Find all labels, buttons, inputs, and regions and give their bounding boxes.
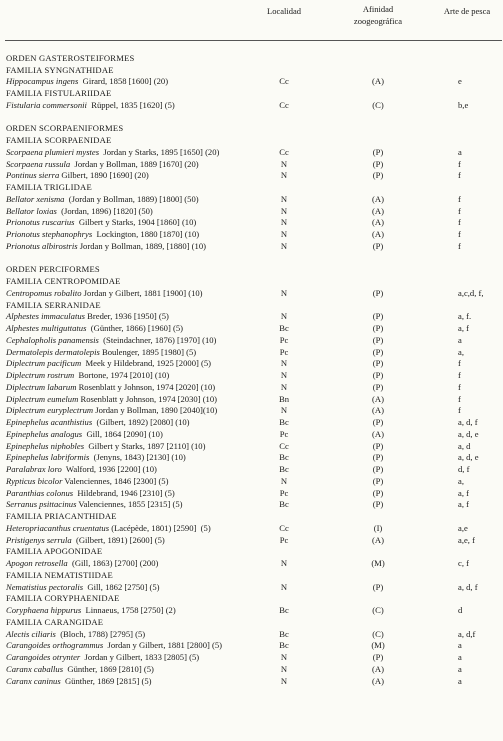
species-authority: (Gill, 1863) [2700] (200)	[67, 558, 159, 568]
species-row	[0, 76, 503, 88]
order-heading: ORDEN GASTEROSTEIFORMES	[6, 52, 135, 63]
afinidad-cell: (P)	[372, 452, 384, 463]
species-row	[0, 488, 503, 500]
species-row	[0, 206, 503, 218]
arte-de-pesca-cell: a, d, e	[458, 428, 479, 439]
species-authority: Valenciennes, 1846 [2300] (5)	[62, 475, 169, 486]
species-row	[0, 535, 503, 547]
species-name: Epinephelus labriformis	[6, 452, 90, 463]
localidad-cell: Bc	[279, 640, 289, 651]
species-row	[0, 476, 503, 488]
afinidad-cell: (A)	[372, 393, 384, 404]
arte-de-pesca-cell: a	[458, 663, 462, 674]
afinidad-cell: (P)	[372, 652, 384, 662]
arte-de-pesca-cell: a	[458, 334, 462, 345]
localidad-cell: N	[280, 475, 288, 486]
localidad-cell: Pc	[279, 334, 289, 345]
species-row	[0, 100, 503, 112]
species-name: Epinephelus analogus	[6, 428, 83, 439]
localidad-cell: Bc	[279, 323, 289, 333]
species-name: Alphestes multiguttatus	[6, 323, 87, 333]
arte-de-pesca-cell: f	[458, 358, 461, 369]
species-authority: Bortone, 1974 [2010] (10)	[74, 370, 170, 380]
localidad-cell: N	[280, 311, 288, 322]
species-name: Prionotus stephanophrys	[6, 229, 93, 239]
arte-de-pesca-cell: f	[458, 170, 461, 181]
afinidad-cell: (A)	[372, 229, 384, 239]
species-authority: (Bloch, 1788) [2795] (5)	[55, 628, 146, 639]
afinidad-cell: (P)	[372, 334, 384, 345]
afinidad-cell: (A)	[372, 193, 384, 204]
species-row	[0, 558, 503, 570]
species-authority: Hildebrand, 1946 [2310] (5)	[73, 487, 175, 498]
species-name: Caranx caballus	[6, 663, 64, 674]
localidad-cell: Pc	[279, 534, 289, 545]
localidad-cell: Pc	[279, 346, 289, 357]
afinidad-cell: (A)	[372, 405, 384, 416]
species-name: Epinephelus niphobles	[6, 440, 85, 451]
species-authority: (Gilbert, 1891) [2600] (5)	[71, 534, 165, 545]
localidad-cell: Pc	[279, 487, 289, 498]
arte-de-pesca-cell: f	[458, 193, 461, 204]
arte-de-pesca-cell: a	[458, 675, 462, 686]
localidad-cell: N	[280, 217, 288, 228]
species-authority: Gilbert y Starks, 1897 [2110] (10)	[84, 440, 206, 451]
arte-de-pesca-cell: f	[458, 393, 461, 404]
afinidad-cell: (A)	[372, 675, 384, 686]
afinidad-cell: (P)	[372, 358, 384, 369]
afinidad-cell: (P)	[372, 311, 384, 322]
localidad-cell: N	[280, 240, 288, 251]
afinidad-cell: (M)	[371, 558, 385, 568]
afinidad-cell: (P)	[372, 346, 384, 357]
localidad-cell: Pc	[279, 428, 289, 439]
afinidad-cell: (P)	[372, 323, 384, 333]
afinidad-cell: (A)	[372, 663, 384, 674]
localidad-cell: N	[280, 581, 288, 592]
species-name: Scorpaena plumieri mystes	[6, 146, 100, 157]
afinidad-cell: (P)	[372, 487, 384, 498]
species-authority: (Lacépède, 1801) [2590] (5)	[109, 522, 211, 533]
species-authority: (Jordan, 1896) [1820] (50)	[56, 205, 153, 216]
species-name: Diplectrum euryplectrum	[6, 405, 94, 416]
species-row	[0, 629, 503, 641]
afinidad-cell: (P)	[372, 240, 384, 251]
afinidad-cell: (P)	[372, 417, 384, 427]
arte-de-pesca-cell: a, d, f	[458, 417, 478, 427]
arte-de-pesca-cell: a,	[458, 475, 464, 486]
species-authority: Jordan y Bollman, 1889 [1670] (20)	[70, 158, 199, 169]
species-authority: Jordan y Bollman, 1889, [1880] (10)	[77, 240, 206, 251]
species-row	[0, 370, 503, 382]
arte-de-pesca-cell: a, f	[458, 487, 469, 498]
arte-de-pesca-cell: f	[458, 229, 461, 239]
species-authority: Valenciennes, 1855 [2315] (5)	[76, 499, 183, 510]
afinidad-cell: (C)	[372, 99, 384, 110]
localidad-cell: N	[280, 158, 288, 169]
species-authority: Breder, 1936 [1950] (5)	[85, 311, 169, 322]
species-authority: Meek y Hildebrand, 1925 [2000] (5)	[81, 358, 212, 369]
arte-de-pesca-cell: a,	[458, 346, 464, 357]
localidad-cell: N	[280, 205, 288, 216]
species-row	[0, 676, 503, 688]
species-name: Apogon retrosella	[6, 558, 68, 568]
species-row	[0, 417, 503, 429]
arte-de-pesca-cell: f	[458, 205, 461, 216]
arte-de-pesca-cell: a	[458, 640, 462, 651]
species-name: Carangoides otrynter	[6, 652, 81, 662]
table-body	[0, 41, 503, 687]
family-heading: FAMILIA CORYPHAENIDAE	[6, 593, 120, 604]
localidad-cell: Cc	[279, 440, 289, 451]
species-authority: Günther, 1869 [2815] (5)	[60, 675, 152, 686]
species-authority: Jordan y Bollman, 1890 [2040](10)	[93, 405, 218, 416]
afinidad-cell: (P)	[372, 581, 384, 592]
species-authority: Walford, 1936 [2200] (10)	[61, 464, 157, 474]
species-name: Caranx caninus	[6, 675, 61, 686]
species-name: Hippocampus ingens	[6, 76, 79, 87]
species-row	[0, 582, 503, 594]
species-name: Prionotus ruscarius	[6, 217, 75, 228]
localidad-cell: Bc	[279, 628, 289, 639]
species-authority: Gill, 1862 [2750] (5)	[83, 581, 160, 592]
localidad-cell: N	[280, 675, 288, 686]
species-row	[0, 605, 503, 617]
species-row	[0, 382, 503, 394]
species-row	[0, 323, 503, 335]
species-name: Diplectrum rostrum	[6, 370, 75, 380]
species-row	[0, 652, 503, 664]
species-authority: Gill, 1864 [2090] (10)	[82, 428, 163, 439]
arte-de-pesca-cell: a,e, f	[458, 534, 475, 545]
species-row	[0, 358, 503, 370]
arte-de-pesca-cell: a, f	[458, 323, 469, 333]
arte-de-pesca-cell: a, d,f	[458, 628, 476, 639]
species-name: Alectis ciliaris	[6, 628, 56, 639]
species-row	[0, 194, 503, 206]
afinidad-cell: (P)	[372, 464, 384, 474]
species-authority: (Gilbert, 1892) [2080] (10)	[92, 417, 190, 427]
species-authority: Jordan y Gilbert, 1833 [2805] (5)	[80, 652, 200, 662]
species-authority: Rüppel, 1835 [1620] (5)	[86, 99, 175, 110]
header-afinidad-line1: Afinidad	[362, 4, 394, 14]
spacer	[0, 253, 503, 265]
afinidad-cell: (P)	[372, 158, 384, 169]
localidad-cell: N	[280, 558, 288, 568]
localidad-cell: N	[280, 652, 288, 662]
order-heading: ORDEN PERCIFORMES	[6, 264, 100, 275]
species-name: Rypticus bicolor	[6, 475, 63, 486]
table-header	[0, 0, 503, 46]
species-authority: Gilbert, 1890 [1690] (20)	[59, 170, 149, 181]
localidad-cell: Bc	[279, 452, 289, 463]
arte-de-pesca-cell: d	[458, 605, 463, 615]
afinidad-cell: (P)	[372, 381, 384, 392]
localidad-cell: Bc	[279, 464, 289, 474]
afinidad-cell: (C)	[372, 605, 384, 615]
arte-de-pesca-cell: a, f	[458, 499, 469, 510]
family-heading: FAMILIA SCORPAENIDAE	[6, 135, 112, 145]
species-authority: Jordan y Starks, 1895 [1650] (20)	[99, 146, 220, 157]
species-name: Pontinus sierra	[6, 170, 60, 181]
species-row	[0, 347, 503, 359]
afinidad-cell: (P)	[372, 287, 384, 298]
species-row	[0, 159, 503, 171]
species-row	[0, 335, 503, 347]
species-authority: Jordan y Gilbert, 1881 [2800] (5)	[103, 640, 223, 651]
localidad-cell: Bn	[278, 393, 290, 404]
arte-de-pesca-cell: a, d, e	[458, 452, 479, 463]
arte-de-pesca-cell: f	[458, 405, 461, 416]
family-heading: FAMILIA FISTULARIIDAE	[6, 88, 112, 98]
afinidad-cell: (P)	[372, 440, 384, 451]
localidad-cell: Bc	[279, 605, 289, 615]
arte-de-pesca-cell: d, f	[458, 464, 470, 474]
species-row	[0, 664, 503, 676]
header-localidad: Localidad	[267, 6, 301, 16]
arte-de-pesca-cell: a	[458, 652, 462, 662]
species-authority: Boulenger, 1895 [1980] (5)	[99, 346, 197, 357]
species-authority: Rosenblatt y Johnson, 1974 [2030] (10)	[78, 393, 218, 404]
arte-de-pesca-cell: a, d, f	[458, 581, 478, 592]
localidad-cell: Cc	[279, 146, 289, 157]
arte-de-pesca-cell: b,e	[458, 99, 469, 110]
species-name: Diplectrum pacificum	[6, 358, 82, 369]
afinidad-cell: (P)	[372, 475, 384, 486]
species-row	[0, 523, 503, 535]
family-heading: FAMILIA CENTROPOMIDAE	[6, 276, 121, 286]
localidad-cell: N	[280, 229, 288, 239]
order-heading: ORDEN SCORPAENIFORMES	[6, 123, 124, 134]
family-heading: FAMILIA SYNGNATHIDAE	[6, 64, 114, 75]
species-name: Dermatolepis dermatolepis	[6, 346, 100, 357]
species-authority: (Günther, 1866) [1960] (5)	[86, 323, 184, 333]
species-name: Carangoides orthogrammus	[6, 640, 104, 651]
species-name: Cephalopholis panamensis	[6, 334, 99, 345]
arte-de-pesca-cell: f	[458, 158, 461, 169]
header-afinidad-line2: zoogeográfica	[353, 16, 403, 26]
arte-de-pesca-cell: c, f	[458, 558, 469, 568]
localidad-cell: Bc	[279, 499, 289, 510]
species-name: Alphestes immaculatus	[6, 311, 86, 322]
species-name: Heteropriacanthus cruentatus	[6, 522, 110, 533]
localidad-cell: N	[280, 405, 288, 416]
afinidad-cell: (A)	[372, 534, 384, 545]
species-authority: Girard, 1858 [1600] (20)	[78, 76, 169, 87]
species-row	[0, 640, 503, 652]
species-name: Diplectrum labarum	[6, 381, 77, 392]
arte-de-pesca-cell: f	[458, 217, 461, 228]
species-name: Pristigenys serrula	[6, 534, 72, 545]
family-heading: FAMILIA CARANGIDAE	[6, 616, 104, 627]
species-name: Nematistius pectoralis	[6, 581, 84, 592]
localidad-cell: Cc	[279, 76, 289, 87]
species-name: Fistularia commersonii	[6, 99, 87, 110]
species-authority: (Jordan y Bollman, 1889) [1800] (50)	[64, 193, 199, 204]
species-authority: Gilbert y Starks, 1904 [1860] (10)	[74, 217, 197, 228]
arte-de-pesca-cell: a,c,d, f,	[458, 287, 484, 298]
species-authority: Linnaeus, 1758 [2750] (2)	[81, 605, 176, 615]
species-name: Serranus psittacinus	[6, 499, 77, 510]
arte-de-pesca-cell: f	[458, 381, 461, 392]
family-heading: FAMILIA PRIACANTHIDAE	[6, 511, 117, 521]
species-row	[0, 464, 503, 476]
afinidad-cell: (A)	[372, 217, 384, 228]
species-row	[0, 441, 503, 453]
species-row	[0, 229, 503, 241]
species-authority: (Steindachner, 1876) [1970] (10)	[98, 334, 217, 345]
species-row	[0, 288, 503, 300]
localidad-cell: Bc	[279, 417, 289, 427]
spacer	[0, 112, 503, 124]
species-name: Diplectrum eumelum	[6, 393, 79, 404]
species-authority: (Jenyns, 1843) [2130] (10)	[89, 452, 186, 463]
species-name: Epinephelus acanthistius	[6, 417, 93, 427]
header-afinidad	[346, 3, 410, 27]
localidad-cell: N	[280, 287, 288, 298]
arte-de-pesca-cell: e	[458, 76, 462, 87]
family-heading: FAMILIA TRIGLIDAE	[6, 182, 92, 192]
afinidad-cell: (I)	[373, 522, 383, 533]
species-row	[0, 452, 503, 464]
species-name: Paranthias colonus	[6, 487, 74, 498]
species-name: Prionotus albirostris	[6, 240, 78, 251]
localidad-cell: Cc	[279, 99, 289, 110]
afinidad-cell: (A)	[372, 76, 384, 87]
localidad-cell: N	[280, 663, 288, 674]
species-row	[0, 405, 503, 417]
species-name: Bellator loxias	[6, 205, 57, 216]
species-authority: Lockington, 1880 [1870] (10)	[92, 229, 200, 239]
species-row	[0, 170, 503, 182]
species-row	[0, 147, 503, 159]
afinidad-cell: (P)	[372, 370, 384, 380]
localidad-cell: N	[280, 170, 288, 181]
family-heading: FAMILIA NEMATISTIIDAE	[6, 569, 113, 580]
species-row	[0, 311, 503, 323]
species-authority: Rosenblatt y Johnson, 1974 [2020] (10)	[76, 381, 216, 392]
arte-de-pesca-cell: a, f.	[458, 311, 472, 322]
species-row	[0, 241, 503, 253]
arte-de-pesca-cell: a, d	[458, 440, 471, 451]
species-authority: Günther, 1869 [2810] (5)	[63, 663, 154, 674]
afinidad-cell: (P)	[372, 499, 384, 510]
arte-de-pesca-cell: a	[458, 146, 462, 157]
spacer	[0, 41, 503, 53]
afinidad-cell: (A)	[372, 428, 384, 439]
species-authority: Jordan y Gilbert, 1881 [1900] (10)	[81, 287, 203, 298]
afinidad-cell: (A)	[372, 205, 384, 216]
afinidad-cell: (M)	[371, 640, 385, 651]
species-row	[0, 217, 503, 229]
afinidad-cell: (P)	[372, 146, 384, 157]
arte-de-pesca-cell: a,e	[458, 522, 468, 533]
localidad-cell: N	[280, 381, 288, 392]
localidad-cell: N	[280, 358, 288, 369]
species-name: Paralabrax loro	[6, 464, 62, 474]
localidad-cell: Cc	[279, 522, 289, 533]
species-row	[0, 429, 503, 441]
species-name: Scorpaena russula	[6, 158, 71, 169]
arte-de-pesca-cell: f	[458, 370, 461, 380]
species-row	[0, 499, 503, 511]
afinidad-cell: (C)	[372, 628, 384, 639]
species-name: Bellator xenisma	[6, 193, 65, 204]
family-heading: FAMILIA APOGONIDAE	[6, 546, 103, 557]
afinidad-cell: (P)	[372, 170, 384, 181]
localidad-cell: N	[280, 370, 288, 380]
family-heading: FAMILIA SERRANIDAE	[6, 299, 101, 310]
arte-de-pesca-cell: f	[458, 240, 461, 251]
header-arte-de-pesca: Arte de pesca	[443, 6, 491, 16]
species-row	[0, 394, 503, 406]
species-name: Centropomus robalito	[6, 287, 82, 298]
species-name: Coryphaena hippurus	[6, 605, 82, 615]
localidad-cell: N	[280, 193, 288, 204]
